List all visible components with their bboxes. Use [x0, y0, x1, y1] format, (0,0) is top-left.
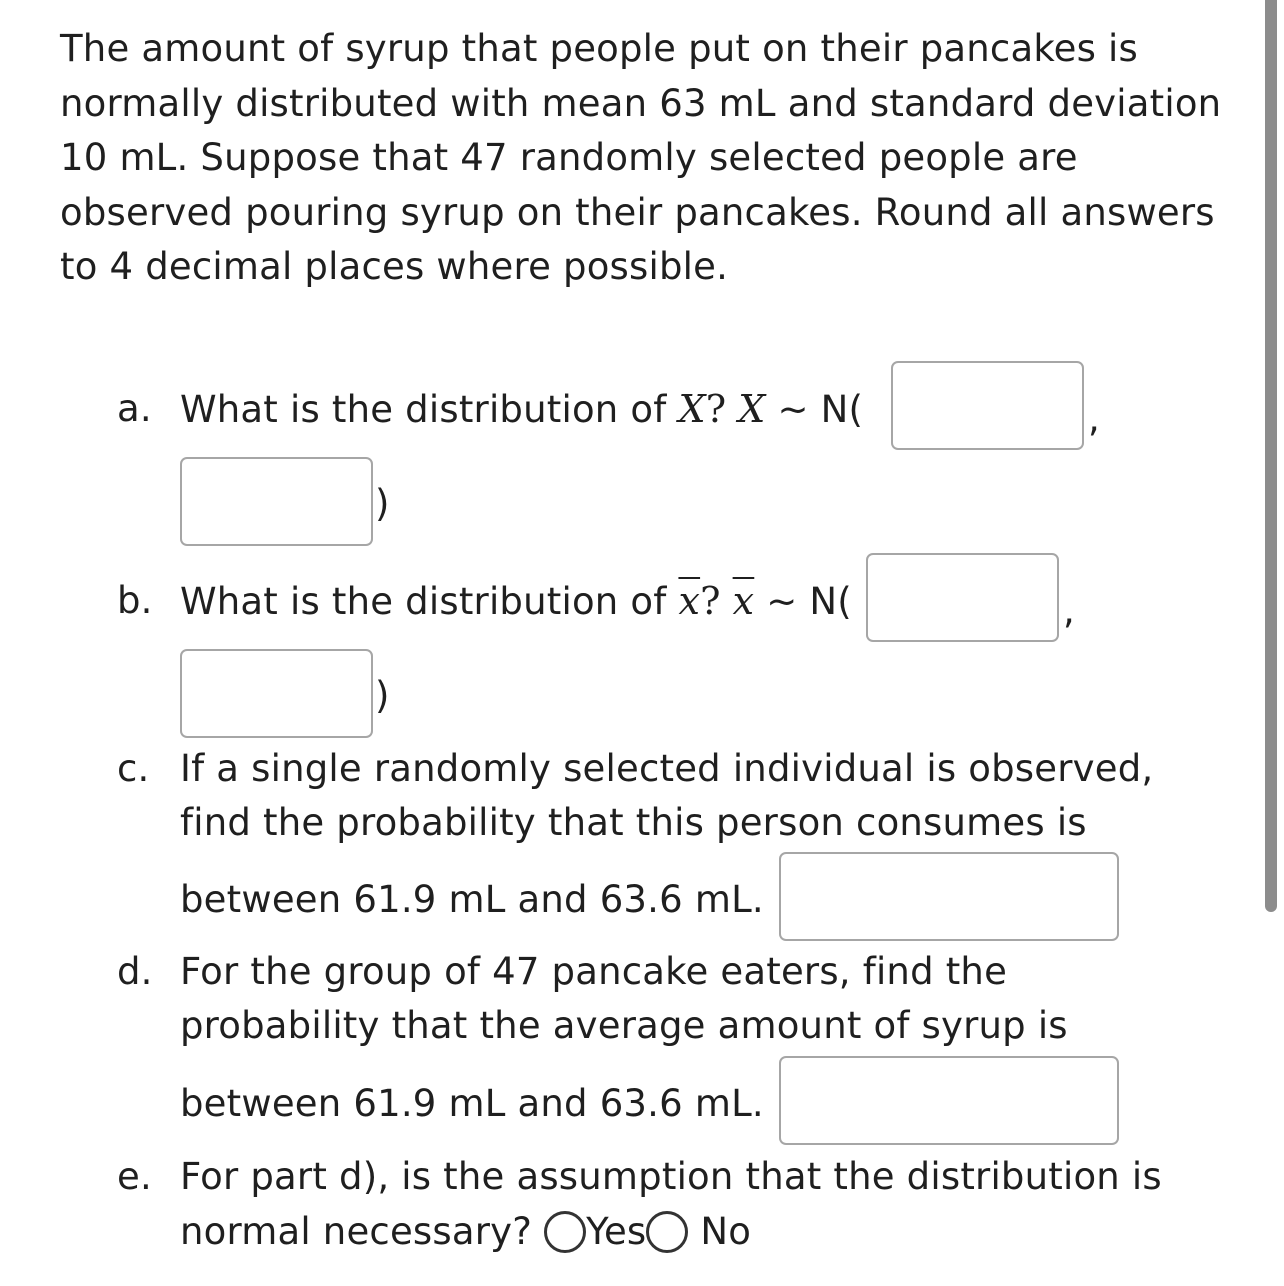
part-b-close-paren: ) — [375, 674, 390, 717]
part-b-question-mark: ? — [700, 579, 721, 623]
part-d-probability-input[interactable] — [779, 1056, 1119, 1145]
no-radio-button[interactable] — [646, 1211, 688, 1253]
part-d-line: probability that the average amount of syrup is — [180, 1004, 1068, 1047]
part-e-line-2 — [180, 1205, 751, 1260]
part-a-normal-open: N( — [820, 388, 864, 431]
part-c-letter: c. — [117, 747, 150, 790]
problem-line: normally distributed with mean 63 mL and standard deviation — [60, 81, 1222, 125]
part-b-question-text: What is the distribution of — [180, 580, 667, 623]
no-option-label[interactable]: No — [700, 1210, 752, 1253]
part-a-variable-2: X — [738, 387, 766, 431]
part-a-question — [180, 382, 863, 438]
part-e-line: normal necessary? — [180, 1210, 533, 1253]
part-a-letter: a. — [117, 387, 152, 430]
problem-line: to 4 decimal places where possible. — [60, 245, 729, 288]
part-b-tilde: ~ — [766, 580, 798, 623]
part-a-comma: , — [1088, 397, 1100, 440]
part-a-close-paren: ) — [375, 482, 390, 525]
yes-radio-button[interactable] — [544, 1211, 586, 1253]
part-e-line: For part d), is the assumption that the distribution is — [180, 1155, 1162, 1198]
part-b-variable: $\overline{x}$ — [678, 579, 701, 623]
part-a-variable: X — [678, 387, 706, 431]
part-a-question-text: What is the distribution of — [180, 388, 667, 431]
part-b-sd-input[interactable] — [180, 649, 373, 738]
part-d-line: between 61.9 mL and 63.6 mL. — [180, 1082, 764, 1125]
problem-line: 10 mL. Suppose that 47 randomly selected people are — [60, 136, 1078, 179]
scrollbar[interactable] — [1265, 0, 1277, 912]
problem-line: The amount of syrup that people put on their pancakes is — [60, 27, 1139, 70]
part-e-letter: e. — [117, 1155, 152, 1198]
part-b-comma: , — [1063, 589, 1075, 632]
part-c-line: find the probability that this person consumes is — [180, 801, 1087, 844]
part-b-mean-input[interactable] — [866, 553, 1059, 642]
part-b-question — [180, 574, 852, 630]
part-b-variable-2: $\overline{x}$ — [732, 579, 755, 623]
part-c-probability-input[interactable] — [779, 852, 1119, 941]
part-a-mean-input[interactable] — [891, 361, 1084, 450]
part-a-question-mark: ? — [705, 387, 727, 431]
problem-line: observed pouring syrup on their pancakes. Round all answers — [60, 190, 1215, 234]
part-c-line: If a single randomly selected individual is observed, — [180, 747, 1154, 790]
part-c-line: between 61.9 mL and 63.6 mL. — [180, 878, 764, 921]
yes-option-label[interactable]: Yes — [586, 1210, 647, 1253]
part-a-tilde: ~ — [777, 388, 809, 431]
part-d-letter: d. — [117, 950, 153, 993]
part-b-letter: b. — [117, 579, 153, 622]
part-b-normal-open: N( — [809, 580, 852, 623]
part-d-line: For the group of 47 pancake eaters, find the — [180, 950, 1008, 993]
part-a-sd-input[interactable] — [180, 457, 373, 546]
problem-statement — [60, 22, 1250, 295]
